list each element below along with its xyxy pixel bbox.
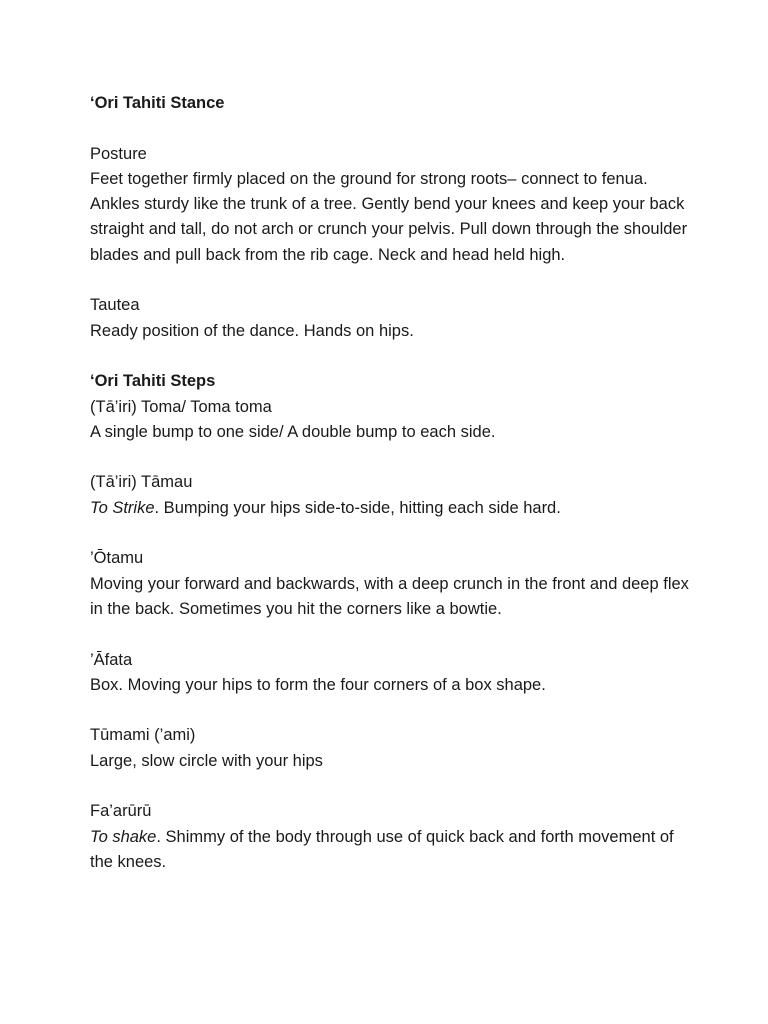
posture-text: Feet together firmly placed on the ground for strong roots– connect to fenua. Ankles sturdy like the trunk of a tree. Gently bend your knees and keep your back straight and tall, do not arch or crunch your pelvis. Pull down through the shoulder blades and pull back from the rib cage. Neck and head held high. xyxy=(90,169,688,264)
spacer xyxy=(90,698,690,723)
spacer xyxy=(90,445,690,470)
spacer xyxy=(90,774,690,799)
step-title: ’Āfata xyxy=(90,650,133,669)
step-title: ’Ōtamu xyxy=(90,549,144,568)
step-description xyxy=(90,825,690,876)
step-text: A single bump to one side/ A double bump to each side. xyxy=(90,422,496,441)
step-title: Tūmami (’ami) xyxy=(90,726,196,745)
step-text: Box. Moving your hips to form the four corners of a box shape. xyxy=(90,675,546,694)
step-title: Fa’arūrū xyxy=(90,802,152,821)
document-page xyxy=(90,91,690,875)
step-description xyxy=(90,496,690,521)
tautea-title: Tautea xyxy=(90,296,140,315)
step-afata xyxy=(90,648,690,699)
step-text: Moving your forward and backwards, with a deep crunch in the front and deep flex in the back. Sometimes you hit the corners like a bowtie. xyxy=(90,574,689,618)
step-tumami xyxy=(90,723,690,774)
step-emphasis: To Strike xyxy=(90,498,155,517)
spacer xyxy=(90,521,690,546)
step-text: . Shimmy of the body through use of quick back and forth movement of the knees. xyxy=(90,827,674,871)
step-toma xyxy=(90,395,690,446)
step-otamu xyxy=(90,546,690,622)
step-title: (Tā’iri) Toma/ Toma toma xyxy=(90,397,272,416)
spacer xyxy=(90,344,690,369)
posture-title: Posture xyxy=(90,144,147,163)
stance-heading: ‘Ori Tahiti Stance xyxy=(90,94,225,112)
spacer xyxy=(90,622,690,647)
step-emphasis: To shake xyxy=(90,827,157,846)
spacer xyxy=(90,116,690,141)
spacer xyxy=(90,268,690,293)
steps-heading: ‘Ori Tahiti Steps xyxy=(90,372,216,391)
step-faaruru xyxy=(90,799,690,875)
step-text: . Bumping your hips side-to-side, hitting each side hard. xyxy=(154,498,561,517)
step-title: (Tā’iri) Tāmau xyxy=(90,473,193,492)
step-tamau xyxy=(90,470,690,521)
tautea-text: Ready position of the dance. Hands on hips. xyxy=(90,321,414,340)
step-text: Large, slow circle with your hips xyxy=(90,751,323,770)
